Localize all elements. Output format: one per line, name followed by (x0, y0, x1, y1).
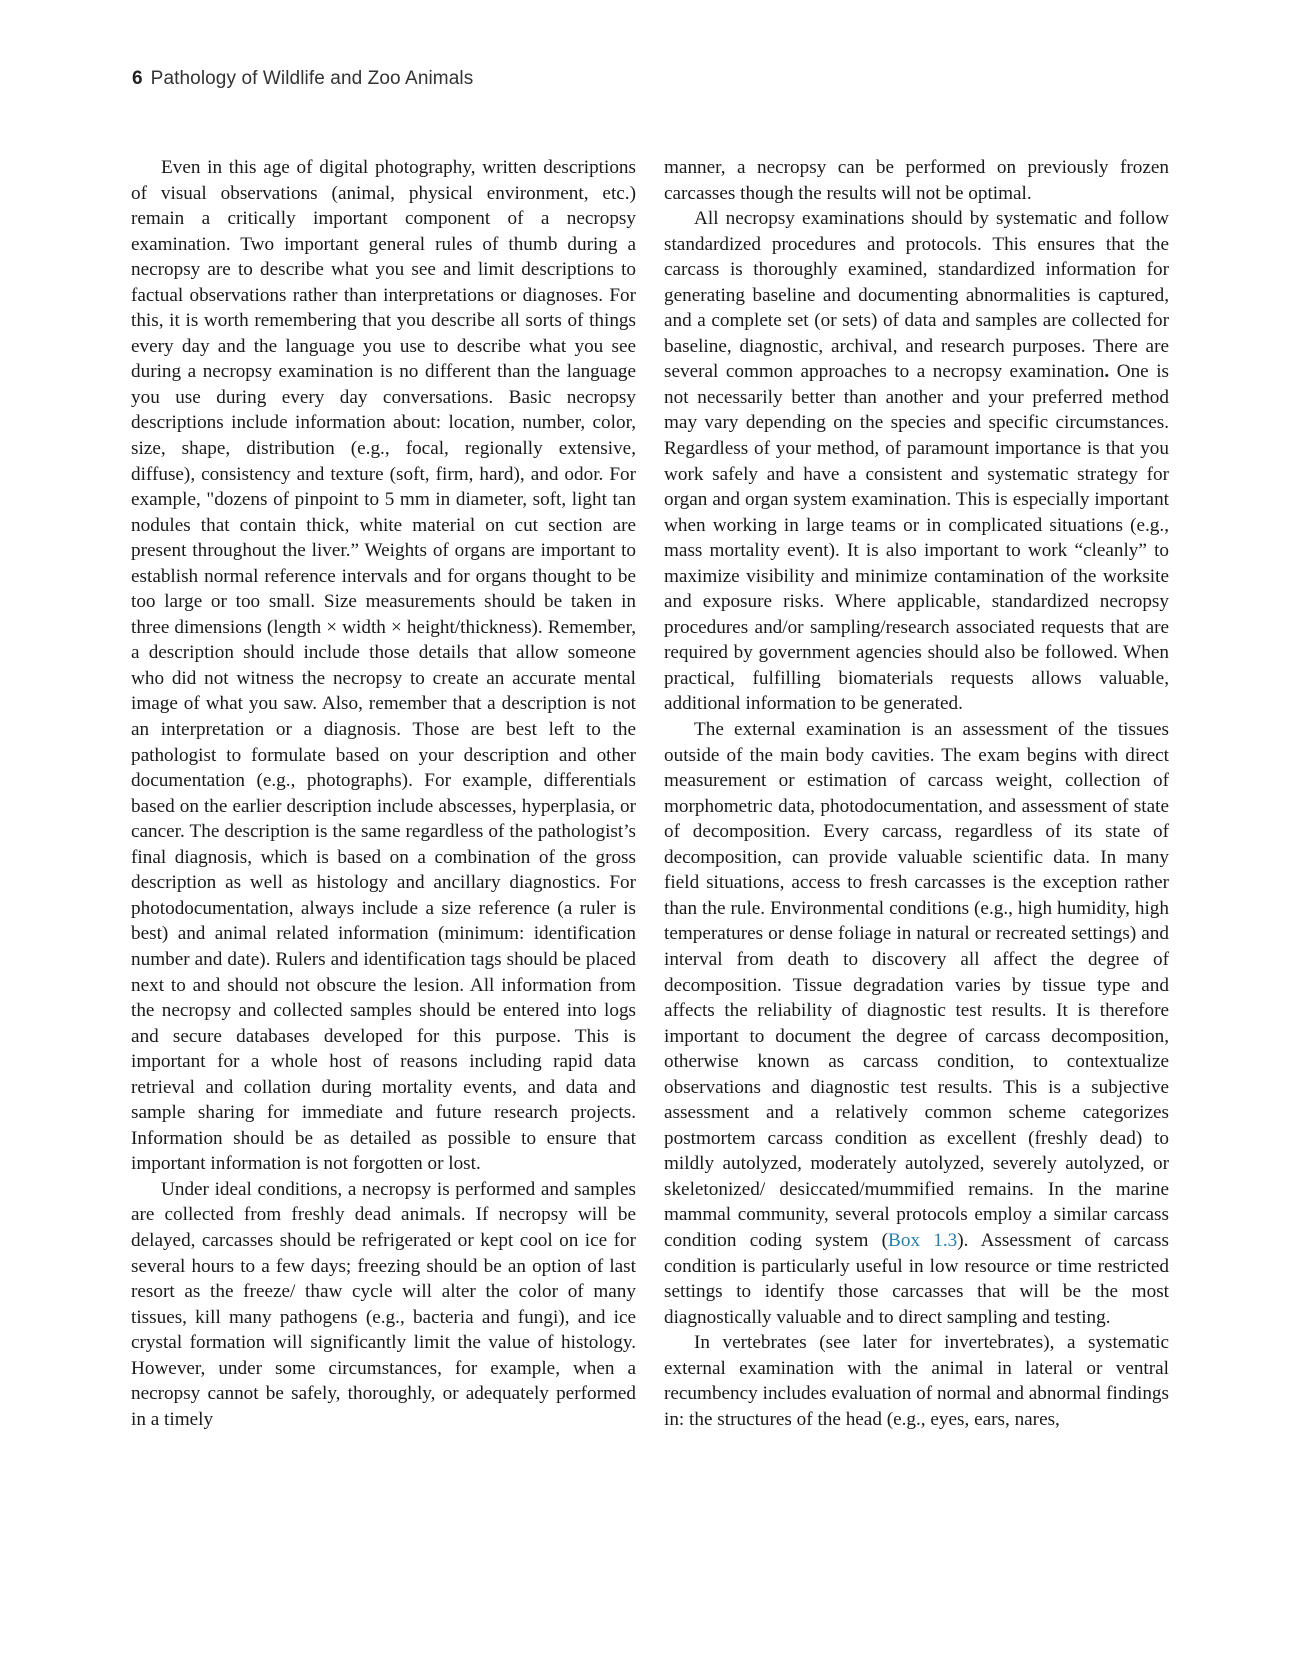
page-number: 6 (132, 68, 143, 89)
right-column (664, 155, 1169, 1432)
paragraph-systematic-procedures (664, 206, 1169, 717)
left-column (131, 155, 636, 1432)
paragraph-ideal-conditions: Under ideal conditions, a necropsy is performed and samples are collected from freshly dead animals. If necropsy will be delayed, carcasses should be refrigerated or kept cool on ice for several hours to a few days; freezing should be an option of last resort as the freeze/ thaw cycle will alter the color of many tissues, kill many pathogens (e.g., bacteria and fungi), and ice crystal formation will significantly limit the value of histology. However, under some circumstances, for example, when a necropsy cannot be safely, thoroughly, or adequately performed in a timely (131, 1178, 636, 1430)
external-text-2: ). Assessment of carcass condition is particularly useful in low resource or time restricted settings to identify those carcasses that will be the most diagnostically valuable and to direct sampling and testing. (664, 1229, 1169, 1328)
paragraph-descriptions: Even in this age of digital photography, written descriptions of visual observations (animal, physical environment, etc.) remain a critically important component of a necropsy examination. Two important general rules of thumb during a necropsy are to describe what you see and limit descriptions to factual observations rather than interpretations or diagnoses. For this, it is worth remembering that you describe all sorts of things every day and the language you use to describe what you see during a necropsy examination is no different than the language you use during every day conversations. Basic necropsy descriptions include information about: location, number, color, size, shape, distribution (e.g., focal, regionally extensive, diffuse), consistency and texture (soft, firm, hard), and odor. For example, "dozens of pinpoint to 5 mm in diameter, soft, light tan nodules that contain thick, white material on cut section are present throughout the liver.” Weights of organs are important to establish normal reference intervals and for organs thought to be too large or too small. Size measurements should be taken in three dimensions (length × width × height/thickness). Remember, a description should include those details that allow someone who did not witness the necropsy to create an accurate mental image of what you saw. Also, remember that a description is not an interpretation or a diagnosis. Those are best left to the pathologist to formulate based on your description and other documentation (e.g., photographs). For example, differentials based on the earlier description include abscesses, hyperplasia, or cancer. The description is the same regardless of the pathologist’s final diagnosis, which is based on a combination of the gross description as well as histology and ancillary diagnostics. For photodocumentation, always include a size reference (a ruler is best) and animal related information (minimum: identification number and date). Rulers and identification tags should be placed next to and should not obscure the lesion. All information from the necropsy and collected samples should be entered into logs and secure databases developed for this purpose. This is important for a whole host of reasons including rapid data retrieval and collation during mortality events, and data and sample sharing for immediate and future research projects. Information should be as detailed as possible to ensure that important information is not forgotten or lost. (131, 157, 636, 1175)
paragraph-vertebrates: In vertebrates (see later for invertebrates), a systematic external examination with the animal in lateral or ventral recumbency includes evaluation of normal and abnormal findings in: the structures of the head (e.g., eyes, ears, nares, (664, 1332, 1169, 1430)
bold-period: . (1104, 361, 1110, 383)
book-title: Pathology of Wildlife and Zoo Animals (150, 68, 474, 89)
systematic-text-2: One is not necessarily better than another and your preferred method may vary depending on the species and specific circumstances. Regardless of your method, of paramount importance is that you work safely and have a consistent and systematic strategy for organ and organ system examination. This is especially important when working in large teams or in complicated situations (e.g., mass mortality event). It is also important to work “cleanly” to maximize visibility and minimize contamination of the worksite and exposure risks. Where applicable, standardized necropsy procedures and/or sampling/research associated requests that are required by government agencies should also be followed. When practical, fulfilling biomaterials requests allows valuable, additional information to be generated. (664, 361, 1169, 715)
external-text-1: The external examination is an assessment of the tissues outside of the main body cavities. The exam begins with direct measurement or estimation of carcass weight, collection of morphometric data, photodocumentation, and assessment of state of decomposition. Every carcass, regardless of its state of decomposition, can provide valuable scientific data. In many field situations, access to fresh carcasses is the exception rather than the rule. Environmental conditions (e.g., high humidity, high temperatures or dense foliage in natural or recreated settings) and interval from death to discovery all affect the degree of decomposition. Tissue degradation varies by tissue type and affects the reliability of diagnostic test results. It is therefore important to document the degree of carcass decomposition, otherwise known as carcass condition, to contextualize observations and diagnostic test results. This is a subjective assessment and a relatively common scheme categorizes postmortem carcass condition as excellent (freshly dead) to mildly autolyzed, moderately autolyzed, severely autolyzed, or skeletonized/ desiccated/mummified remains. In the marine mammal community, several protocols employ a similar carcass condition coding system ( (664, 719, 1169, 1251)
systematic-text-1: All necropsy examinations should by systematic and follow standardized procedures and protocols. This ensures that the carcass is thoroughly examined, standardized information for generating baseline and documenting abnormalities is captured, and a complete set (or sets) of data and samples are collected for baseline, diagnostic, archival, and research purposes. There are several common approaches to a necropsy examination (664, 208, 1169, 383)
paragraph-external-examination (664, 717, 1169, 1330)
running-header (132, 68, 473, 90)
box-reference-link[interactable]: Box 1.3 (888, 1229, 958, 1251)
paragraph-frozen-carcasses: manner, a necropsy can be performed on previously frozen carcasses though the results will not be optimal. (664, 157, 1169, 204)
